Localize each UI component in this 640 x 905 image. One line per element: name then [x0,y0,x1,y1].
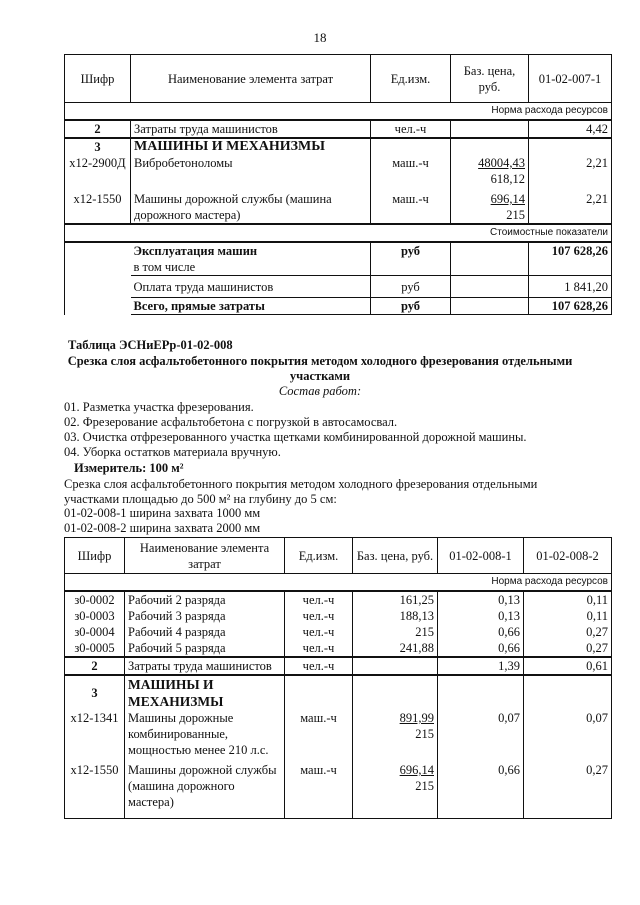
cell-unit [285,675,353,710]
cell-price [353,758,438,818]
cell-value: 4,42 [529,120,612,138]
header-col2: 01-02-008-2 [524,538,612,574]
header-code: Шифр [65,55,131,103]
header-col1: 01-02-008-1 [438,538,524,574]
step: 03. Очистка отфрезерованного участка щетками комбинированной дорожной машины. [64,430,527,444]
cell-code: з0-0004 [65,624,125,640]
cell-value: 2,21 [529,155,612,187]
cell-value-1: 0,13 [438,608,524,624]
cell-code: х12-1550 [65,187,131,224]
cell-name: Рабочий 3 разряда [125,608,285,624]
cell-unit: чел.-ч [285,608,353,624]
cost-name: Эксплуатация машин [131,242,371,259]
cell-name: Рабочий 5 разряда [125,640,285,657]
cell-name: Рабочий 4 разряда [125,624,285,640]
price-value-2: 215 [415,727,434,741]
cell-code: 2 [65,657,125,675]
description: Срезка слоя асфальтобетонного покрытия методом холодного фрезерования отдельными участками площадью до 500 м² на глубину до 5 см: [64,477,538,506]
cell-name: Вибробетоноломы [131,155,371,187]
cell-name: Машины дорожные комбинированные, мощностью менее 210 л.с. [125,710,285,758]
cost-value [529,259,612,276]
cell-price [451,138,529,155]
cell-unit: маш.-ч [285,758,353,818]
cost-unit: руб [371,242,451,259]
cell-value-2: 0,27 [524,624,612,640]
cell-value-2: 0,61 [524,657,612,675]
section-heading: МАШИНЫ И МЕХАНИЗМЫ [131,138,371,155]
cost-unit: руб [371,298,451,315]
header-unit: Ед.изм. [285,538,353,574]
cell-value-1 [438,675,524,710]
page-number: 18 [313,30,327,45]
cell-price [353,710,438,758]
price-value-2: 215 [506,208,525,222]
cell-price [353,675,438,710]
resource-table-2 [64,537,612,819]
composition-label: Состав работ: [278,384,362,398]
cost-unit [371,259,451,276]
cell-value-1: 0,66 [438,624,524,640]
cell-price [451,242,529,259]
cell-name: Рабочий 2 разряда [125,591,285,608]
cell-price [451,120,529,138]
cell-value-1: 0,13 [438,591,524,608]
cell-unit: маш.-ч [285,710,353,758]
norm-label: Норма расхода ресурсов [65,574,612,592]
cell-price [353,657,438,675]
section-title: Срезка слоя асфальтобетонного покрытия методом холодного фрезерования отдельными участками [67,354,573,383]
cell-price: 241,88 [353,640,438,657]
cost-name: Всего, прямые затраты [131,298,371,315]
cell-unit: маш.-ч [371,187,451,224]
cell-unit [371,138,451,155]
price-value: 48004,43 [478,156,525,170]
price-value-2: 215 [415,779,434,793]
cell-code: з0-0003 [65,608,125,624]
cell-value-2 [524,675,612,710]
cost-value: 1 841,20 [529,276,612,298]
cell-unit: маш.-ч [371,155,451,187]
header-price: Баз. цена, руб. [353,538,438,574]
cell-code: з0-0002 [65,591,125,608]
cell-value-2: 0,07 [524,710,612,758]
cell-price [451,276,529,298]
cost-value: 107 628,26 [529,298,612,315]
cell-name: Затраты труда машинистов [131,120,371,138]
cell-code: 3 [65,675,125,710]
price-value: 891,99 [399,711,434,725]
cost-name: в том числе [131,259,371,276]
resource-table-1 [64,54,612,315]
cost-unit: руб [371,276,451,298]
cell-unit: чел.-ч [285,624,353,640]
cell-code [65,242,131,315]
price-value: 696,14 [490,192,525,206]
cell-unit: чел.-ч [371,120,451,138]
cell-name: Машины дорожной службы (машина дорожного мастера) [125,758,285,818]
header-name: Наименование элемента затрат [125,538,285,574]
cell-code: х12-2900Д [65,155,131,187]
cell-price [451,155,529,187]
cell-code: х12-1550 [65,758,125,818]
cell-code: з0-0005 [65,640,125,657]
step: 01. Разметка участка фрезерования. [64,400,254,414]
cell-value-1: 1,39 [438,657,524,675]
cell-value-1: 0,66 [438,758,524,818]
header-unit: Ед.изм. [371,55,451,103]
cell-value-2: 0,27 [524,758,612,818]
cell-price: 215 [353,624,438,640]
price-value: 696,14 [399,763,434,777]
cell-value-1: 0,07 [438,710,524,758]
header-price: Баз. цена, руб. [451,55,529,103]
norm-label: Норма расхода ресурсов [65,103,612,121]
cell-unit: чел.-ч [285,657,353,675]
cell-value-1: 0,66 [438,640,524,657]
table-id: Таблица ЭСНиЕРр-01-02-008 [68,338,233,352]
cell-unit: чел.-ч [285,591,353,608]
step: 04. Уборка остатков материала вручную. [64,445,281,459]
cell-price [451,187,529,224]
cell-price [451,298,529,315]
header-code: Шифр [65,538,125,574]
cell-value-2: 0,11 [524,591,612,608]
cell-name: Затраты труда машинистов [125,657,285,675]
header-col: 01-02-007-1 [529,55,612,103]
cell-name: Машины дорожной службы (машина дорожного мастера) [131,187,371,224]
meter: Измеритель: 100 м² [74,461,184,475]
cell-value-2: 0,27 [524,640,612,657]
variant: 01-02-008-2 ширина захвата 2000 мм [64,521,261,535]
cell-code: 3 [65,138,131,155]
cell-value-2: 0,11 [524,608,612,624]
header-name: Наименование элемента затрат [131,55,371,103]
cell-value: 2,21 [529,187,612,224]
step: 02. Фрезерование асфальтобетона с погрузкой в автосамосвал. [64,415,398,429]
cell-value [529,138,612,155]
cell-price [451,259,529,276]
cost-label: Стоимостные показатели [65,224,612,242]
price-value-2: 618,12 [490,172,525,186]
cost-name: Оплата труда машинистов [131,276,371,298]
cell-price: 161,25 [353,591,438,608]
section-heading: МАШИНЫ И МЕХАНИЗМЫ [125,675,285,710]
cell-code: 2 [65,120,131,138]
cell-unit: чел.-ч [285,640,353,657]
cell-price: 188,13 [353,608,438,624]
variant: 01-02-008-1 ширина захвата 1000 мм [64,506,261,520]
cost-value: 107 628,26 [529,242,612,259]
cell-code: х12-1341 [65,710,125,758]
